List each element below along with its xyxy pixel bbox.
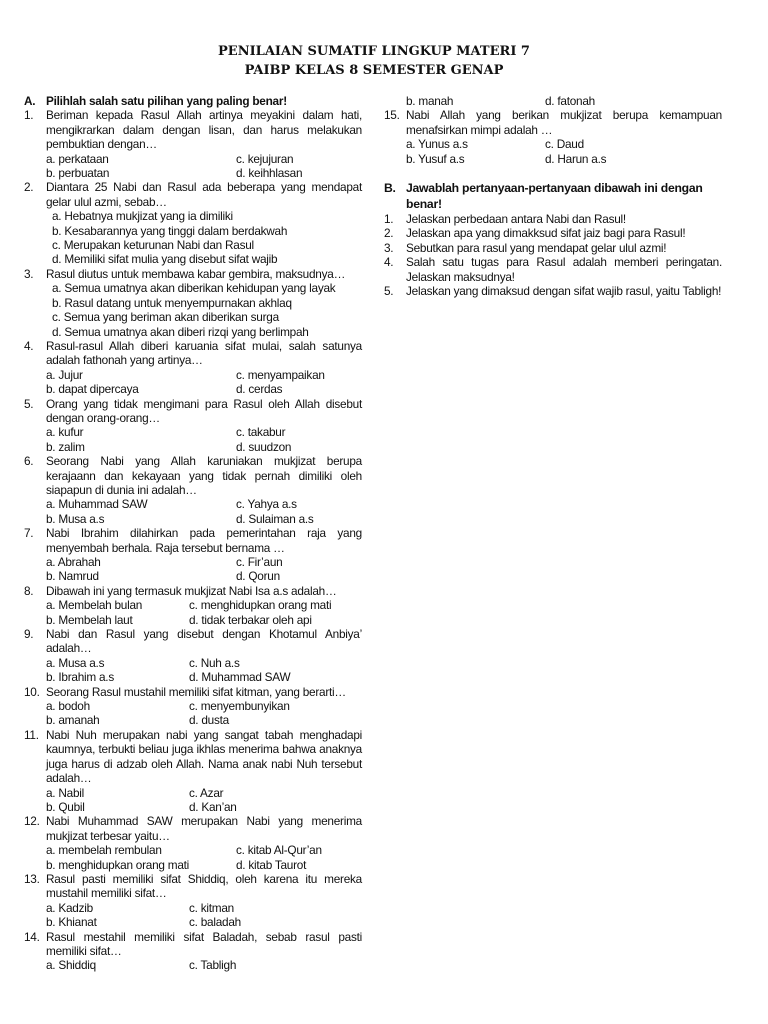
question-number: 10.	[24, 684, 40, 699]
question-2	[24, 180, 362, 209]
question-text: Rasul-rasul Allah diberi karuania sifat mulai, salah satunya adalah fathonah yang artinya…	[46, 338, 362, 368]
question-6-options	[46, 497, 362, 526]
question-number: 9.	[24, 627, 34, 642]
essay-number: 1.	[384, 212, 394, 227]
section-a-heading	[24, 94, 362, 108]
option: b. Rasul datang untuk menyempurnakan akhlaq	[52, 295, 292, 310]
option: d. cerdas	[236, 382, 283, 397]
option: a. kufur	[46, 425, 84, 440]
option: b. Namrud	[46, 569, 99, 584]
option: b. perbuatan	[46, 166, 110, 181]
question-2-options	[46, 209, 362, 267]
option: c. Fir’aun	[236, 555, 283, 569]
option: d. dusta	[189, 713, 229, 728]
question-number: 11.	[24, 727, 39, 742]
question-8-options	[46, 598, 362, 627]
option: a. Yunus a.s	[406, 137, 468, 152]
option: c. Merupakan keturunan Nabi dan Rasul	[52, 238, 254, 253]
question-text: Beriman kepada Rasul Allah artinya meyakini dalam hati, mengikrarkan dalam dengan lisan, dan harus melakukan pembuktian dengan…	[46, 108, 362, 152]
question-3-options	[46, 281, 362, 339]
option: c. kitab Al-Qur’an	[236, 843, 322, 858]
option: a. Shiddiq	[46, 958, 96, 973]
title-line-2: PAIBP KELAS 8 SEMESTER GENAP	[244, 63, 504, 78]
question-text: Dibawah ini yang termasuk mukjizat Nabi Isa a.s adalah…	[46, 583, 337, 598]
question-1-options	[46, 152, 362, 181]
question-8	[24, 584, 362, 598]
option: c. Yahya a.s	[236, 497, 297, 512]
option: d. fatonah	[545, 94, 595, 108]
option: c. Azar	[189, 785, 224, 800]
question-14	[24, 930, 362, 959]
section-b-label: B.	[384, 181, 396, 196]
option: c. menyampaikan	[236, 367, 325, 382]
option: a. membelah rembulan	[46, 843, 162, 858]
essay-text: Jelaskan yang dimaksud dengan sifat wajib rasul, yaitu Tabligh!	[406, 284, 722, 299]
question-number: 4.	[24, 338, 34, 353]
option: b. Yusuf a.s	[406, 151, 465, 166]
question-text: Nabi dan Rasul yang disebut dengan Khotamul Anbiya’ adalah…	[46, 627, 362, 656]
option: a. Jujur	[46, 367, 83, 382]
option: b. Membelah laut	[46, 612, 133, 627]
option: d. keihhlasan	[236, 166, 303, 181]
question-number: 8.	[24, 583, 34, 598]
question-4-options	[46, 368, 362, 397]
question-number: 1.	[24, 108, 34, 123]
title-line-1: PENILAIAN SUMATIF LINGKUP MATERI 7	[218, 44, 530, 59]
option: d. Harun a.s	[545, 151, 607, 166]
essay-number: 2.	[384, 226, 394, 241]
question-7	[24, 526, 362, 555]
question-1	[24, 108, 362, 151]
option: b. manah	[406, 94, 454, 108]
question-number: 7.	[24, 526, 34, 541]
essay-list	[384, 212, 722, 298]
option: b. Musa a.s	[46, 511, 105, 526]
option: b. Qubil	[46, 799, 85, 814]
essay-question-2	[384, 226, 722, 240]
essay-number: 3.	[384, 240, 394, 255]
question-number: 14.	[24, 929, 40, 944]
option: a. bodoh	[46, 699, 90, 714]
option: c. Nuh a.s	[189, 655, 240, 670]
question-5-options	[46, 425, 362, 454]
question-11	[24, 728, 362, 786]
option: d. Sulaiman a.s	[236, 511, 314, 526]
option: a. Abrahah	[46, 555, 101, 569]
left-column	[24, 94, 362, 973]
option: c. kejujuran	[236, 151, 294, 166]
option: d. Qorun	[236, 569, 280, 584]
question-text: Seorang Rasul mustahil memiliki sifat kitman, yang berarti…	[46, 684, 346, 699]
option: b. amanah	[46, 713, 100, 728]
essay-question-5	[384, 284, 722, 298]
question-14-options	[46, 958, 362, 972]
question-12	[24, 814, 362, 843]
option: c. baladah	[189, 915, 241, 930]
option: d. suudzon	[236, 439, 292, 454]
option: d. kitab Taurot	[236, 857, 307, 872]
question-13	[24, 872, 362, 901]
question-3	[24, 267, 362, 281]
option: a. Musa a.s	[46, 655, 105, 670]
section-b-title: Jawablah pertanyaan-pertanyaan dibawah ini dengan benar!	[406, 181, 703, 212]
question-number: 5.	[24, 396, 34, 411]
question-number: 6.	[24, 454, 34, 469]
question-text: Rasul mestahil memiliki sifat Baladah, sebab rasul pasti memiliki sifat…	[46, 929, 362, 958]
question-text: Nabi Nuh merupakan nabi yang sangat tabah menghadapi kaumnya, terbukti beliau juga ikhlas menerima bahwa anaknya juga harus di adzab oleh Allah. Nama anak nabi Nuh tersebut adalah…	[46, 727, 362, 786]
option: c. takabur	[236, 425, 286, 440]
option: b. menghidupkan orang mati	[46, 857, 190, 872]
question-text: Rasul pasti memiliki sifat Shiddiq, oleh karena itu mereka mustahil memiliki sifat…	[46, 871, 362, 901]
question-text: Diantara 25 Nabi dan Rasul ada beberapa yang mendapat gelar ulul azmi, sebab…	[46, 180, 362, 209]
essay-text: Sebutkan para rasul yang mendapat gelar ulul azmi!	[406, 240, 667, 255]
section-b-heading	[384, 180, 722, 212]
option: c. Tabligh	[189, 958, 237, 973]
question-text: Nabi Allah yang berikan mukjizat berupa kemampuan menafsirkan mimpi adalah …	[406, 108, 722, 137]
option: b. Khianat	[46, 915, 97, 930]
question-4	[24, 339, 362, 368]
question-9	[24, 627, 362, 656]
question-text: Nabi Ibrahim dilahirkan pada pemerintahan raja yang menyembah berhala. Raja tersebut bernama …	[46, 526, 362, 555]
question-number: 15.	[384, 108, 400, 123]
option: d. Memiliki sifat mulia yang disebut sifat wajib	[52, 252, 278, 267]
essay-text: Salah satu tugas para Rasul adalah memberi peringatan. Jelaskan maksudnya!	[406, 255, 722, 284]
section-b	[384, 180, 722, 298]
option: a. Muhammad SAW	[46, 497, 148, 512]
page-title	[0, 42, 748, 80]
option: a. Membelah bulan	[46, 598, 143, 613]
question-15-options	[406, 137, 722, 166]
essay-text: Jelaskan perbedaan antara Nabi dan Rasul!	[406, 212, 626, 227]
question-11-options	[46, 786, 362, 815]
question-12-options	[46, 843, 362, 872]
essay-number: 5.	[384, 284, 394, 299]
option: b. Kesabarannya yang tinggi dalam berdakwah	[52, 223, 288, 238]
option: b. dapat dipercaya	[46, 382, 139, 397]
essay-question-4	[384, 255, 722, 284]
question-13-options	[46, 901, 362, 930]
option: d. Semua umatnya akan diberi rizqi yang berlimpah	[52, 324, 309, 339]
question-10	[24, 685, 362, 699]
option: b. Ibrahim a.s	[46, 670, 114, 685]
essay-number: 4.	[384, 255, 394, 270]
option: a. perkataan	[46, 151, 109, 166]
question-6	[24, 454, 362, 497]
option: c. menghidupkan orang mati	[189, 598, 332, 613]
question-7-options	[46, 555, 362, 584]
question-number: 12.	[24, 814, 40, 829]
question-9-options	[46, 656, 362, 685]
question-number: 2.	[24, 180, 34, 195]
essay-question-3	[384, 241, 722, 255]
question-15	[384, 108, 722, 137]
option: c. kitman	[189, 900, 234, 915]
essay-question-1	[384, 212, 722, 226]
section-a-title: Pilihlah salah satu pilihan yang paling benar!	[46, 94, 287, 108]
option: c. Semua yang beriman akan diberikan surga	[52, 310, 279, 325]
question-14-options-continued	[406, 94, 722, 108]
question-number: 3.	[24, 266, 34, 281]
option: d. tidak terbakar oleh api	[189, 612, 312, 627]
question-text: Rasul diutus untuk membawa kabar gembira, maksudnya…	[46, 266, 346, 281]
option: a. Kadzib	[46, 900, 93, 915]
question-text: Nabi Muhammad SAW merupakan Nabi yang menerima mukjizat terbesar yaitu…	[46, 814, 362, 843]
essay-text: Jelaskan apa yang dimakksud sifat jaiz bagi para Rasul!	[406, 226, 686, 241]
section-a-label: A.	[24, 94, 36, 108]
option: a. Nabil	[46, 785, 84, 800]
question-5	[24, 397, 362, 426]
option: c. menyembunyikan	[189, 699, 290, 714]
option: d. Kan’an	[189, 799, 237, 814]
question-10-options	[46, 699, 362, 728]
question-list	[24, 108, 362, 972]
right-column	[384, 94, 722, 298]
question-text: Orang yang tidak mengimani para Rasul oleh Allah disebut dengan orang-orang…	[46, 396, 362, 425]
question-text: Seorang Nabi yang Allah karuniakan mukjizat berupa kerajaann dan kekayaan yang tidak pernah dimiliki oleh siapapun di dunia ini adalah…	[46, 454, 362, 497]
option: a. Hebatnya mukjizat yang ia dimiliki	[52, 209, 233, 224]
option: d. Muhammad SAW	[189, 670, 291, 685]
option: a. Semua umatnya akan diberikan kehidupan yang layak	[52, 281, 336, 296]
question-number: 13.	[24, 871, 40, 886]
option: c. Daud	[545, 137, 584, 152]
option: b. zalim	[46, 439, 85, 454]
